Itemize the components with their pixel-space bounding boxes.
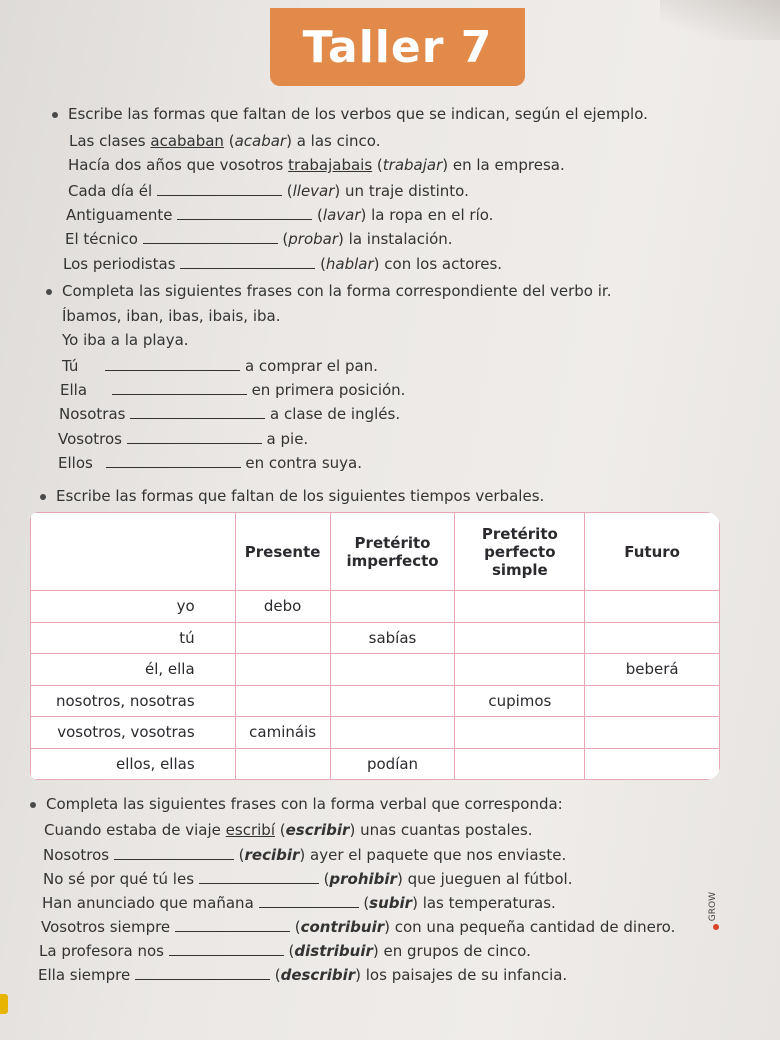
exercise-2-instruction: Completa las siguientes frases con la forma correspondiente del verbo ir. [62,282,612,300]
table-row: yo debo [31,591,720,623]
ex4-item-5: La profesora nos (distribuir) en grupos de cinco. [39,942,531,960]
answer-blank[interactable] [106,453,241,468]
ex2-example: Yo iba a la playa. [62,331,189,349]
header-pronoun [31,513,236,591]
title-banner [270,8,525,86]
page-title: Taller 7 [302,21,493,73]
header-presente: Presente [235,513,330,591]
exercise-3-instruction: Escribe las formas que faltan de los siguientes tiempos verbales. [56,487,545,505]
ex1-example-2: Hacía dos años que vosotros trabajabais (trabajar) en la empresa. [68,156,565,174]
ex2-item-4: Vosotros a pie. [58,430,309,448]
answer-blank[interactable] [127,429,262,444]
header-preterito-imperfecto: Pretérito imperfecto [330,513,455,591]
answer-blank[interactable] [130,404,265,419]
answer-blank[interactable] [175,917,290,932]
ex4-item-4: Vosotros siempre (contribuir) con una pequeña cantidad de dinero. [41,918,676,936]
answer-blank[interactable] [105,356,240,371]
ex1-item-4: Los periodistas (hablar) con los actores. [63,255,503,273]
answer-blank[interactable] [180,254,315,269]
header-preterito-perfecto-simple: Pretérito perfecto simple [455,513,585,591]
ex1-item-3: El técnico (probar) la instalación. [65,230,453,248]
answer-blank[interactable] [114,845,234,860]
table-row: él, ella beberá [31,654,720,686]
exercise-4-instruction: Completa las siguientes frases con la forma verbal que corresponda: [46,795,563,813]
table-row: vosotros, vosotras camináis [31,717,720,749]
answer-blank[interactable] [199,869,319,884]
table-row: ellos, ellas podían [31,748,720,780]
ex2-word-bank: Íbamos, iban, ibas, ibais, iba. [62,307,281,325]
page-corner-shadow [660,0,780,40]
answer-blank[interactable] [169,941,284,956]
publisher-logo-icon [713,924,719,930]
answer-blank[interactable] [143,229,278,244]
exercise-1-instruction: Escribe las formas que faltan de los verbos que se indican, según el ejemplo. [68,105,648,123]
ex2-item-1: Tú a comprar el pan. [62,357,378,375]
ex4-item-3: Han anunciado que mañana (subir) las temperaturas. [42,894,556,912]
ex1-example-1: Las clases acababan (acabar) a las cinco. [69,132,381,150]
page-edge-marker [0,994,8,1014]
ex1-item-2: Antiguamente (lavar) la ropa en el río. [66,206,494,224]
ex4-item-2: No sé por qué tú les (prohibir) que jueguen al fútbol. [43,870,573,888]
ex2-item-2: Ella en primera posición. [60,381,406,399]
answer-blank[interactable] [157,181,282,196]
table-row: nosotros, nosotras cupimos [31,685,720,717]
publisher-logo: GROW [708,892,718,922]
header-futuro: Futuro [585,513,720,591]
answer-blank[interactable] [112,380,247,395]
ex4-item-6: Ella siempre (describir) los paisajes de su infancia. [38,966,568,984]
conjugation-table [30,512,720,780]
table-row: tú sabías [31,622,720,654]
ex4-example: Cuando estaba de viaje escribí (escribir) unas cuantas postales. [44,821,533,839]
ex4-item-1: Nosotros (recibir) ayer el paquete que nos enviaste. [43,846,567,864]
ex1-item-1: Cada día él (llevar) un traje distinto. [68,182,469,200]
answer-blank[interactable] [259,893,359,908]
ex2-item-3: Nosotras a clase de inglés. [59,405,401,423]
answer-blank[interactable] [177,205,312,220]
answer-blank[interactable] [135,965,270,980]
ex2-item-5: Ellos en contra suya. [58,454,362,472]
